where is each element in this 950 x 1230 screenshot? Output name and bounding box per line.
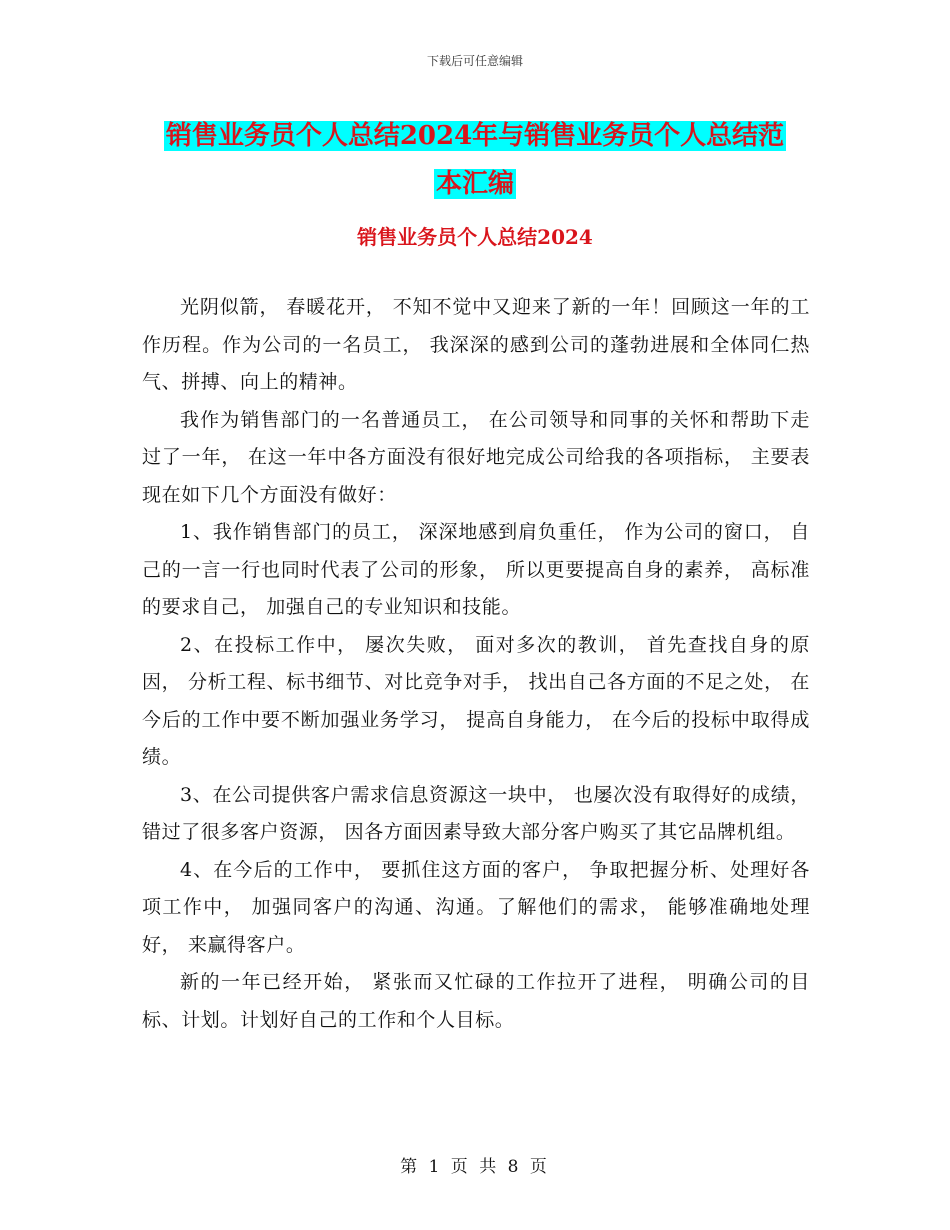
paragraph-item-2: 2、在投标工作中， 屡次失败， 面对多次的教训， 首先查找自身的原因， 分析工程、标书细节、对比竞争对手， 找出自己各方面的不足之处， 在今后的工作中要不断加强业务学习， 提高自身能力， 在今后的投标中取得成绩。 — [142, 633, 810, 768]
document-body — [142, 289, 810, 1039]
document-title — [0, 112, 950, 208]
paragraph-item-4: 4、在今后的工作中， 要抓住这方面的客户， 争取把握分析、处理好各项工作中， 加强同客户的沟通、沟通。了解他们的需求， 能够准确地处理好， 来赢得客户。 — [142, 858, 810, 956]
header-note: 下载后可任意编辑 — [426, 54, 523, 68]
title-line-2: 本汇编 — [435, 169, 514, 199]
paragraph-closing: 新的一年已经开始， 紧张而又忙碌的工作拉开了进程， 明确公司的目标、计划。计划好自己的工作和个人目标。 — [142, 971, 810, 1031]
section-title: 销售业务员个人总结2024 — [357, 225, 593, 249]
paragraph-item-1: 1、我作销售部门的员工， 深深地感到肩负重任， 作为公司的窗口， 自己的一言一行也同时代表了公司的形象， 所以更要提高自身的素养， 高标准的要求自己， 加强自己的专业知识和技能。 — [142, 521, 810, 618]
title-line-1: 销售业务员个人总结2024年与销售业务员个人总结范 — [165, 121, 785, 151]
page-footer: 第 1 页 共 8 页 — [400, 1157, 550, 1177]
paragraph-summary: 我作为销售部门的一名普通员工， 在公司领导和同事的关怀和帮助下走过了一年， 在这一年中各方面没有很好地完成公司给我的各项指标， 主要表现在如下几个方面没有做好： — [142, 408, 810, 506]
paragraph-intro: 光阴似箭， 春暖花开， 不知不觉中又迎来了新的一年！回顾这一年的工作历程。作为公司的一名员工， 我深深的感到公司的蓬勃进展和全体同仁热气、拼搏、向上的精神。 — [142, 296, 810, 393]
paragraph-item-3: 3、在公司提供客户需求信息资源这一块中， 也屡次没有取得好的成绩， 错过了很多客户资源， 因各方面因素导致大部分客户购买了其它品牌机组。 — [142, 783, 810, 843]
